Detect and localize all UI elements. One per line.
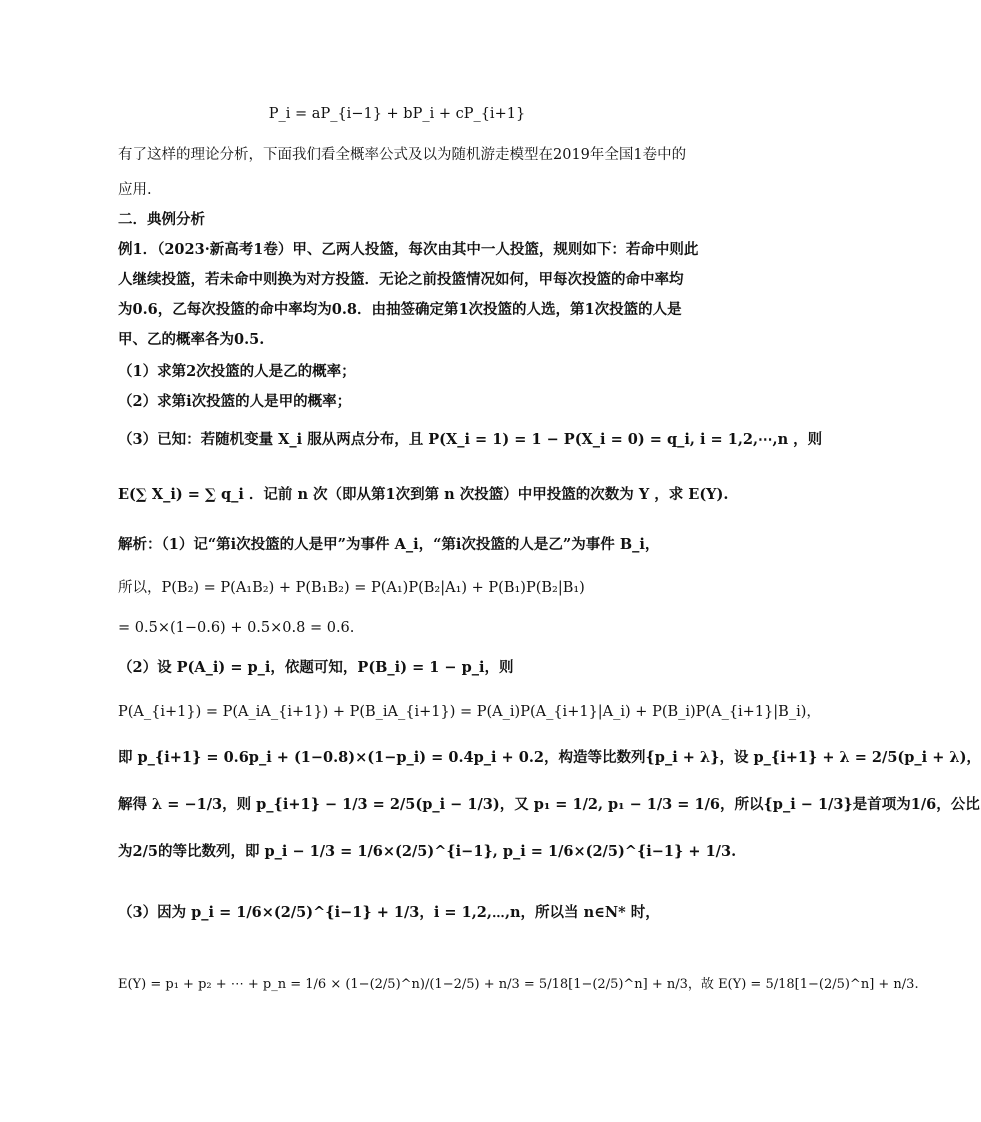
question-3-line-2: E(∑ X_i) = ∑ q_i ．记前 n 次（即从第1次到第 n 次投篮）中甲投篮的次数为 Y ，求 E(Y).: [118, 486, 729, 503]
intro-line-1: 有了这样的理论分析，下面我们看全概率公式及以为随机游走模型在2019年全国1卷中的: [118, 147, 687, 163]
question-3-line-1: （3）已知：若随机变量 X_i 服从两点分布，且 P(X_i = 1) = 1 − P(X_i = 0) = q_i, i = 1,2,⋯,n ，则: [118, 431, 823, 448]
question-1: （1）求第2次投篮的人是乙的概率；: [118, 363, 356, 380]
example-line-1: 例1．（2023·新高考1卷）甲、乙两人投篮，每次由其中一人投篮，规则如下：若命中则此: [118, 241, 699, 258]
intro-line-2: 应用.: [118, 182, 152, 198]
solution-2-line-4: 解得 λ = −1/3，则 p_{i+1} − 1/3 = 2/5(p_i − 1/3)，又 p₁ = 1/2, p₁ − 1/3 = 1/6，所以{p_i − 1/3}是首项为1/6，公比: [118, 796, 980, 813]
example-line-2: 人继续投篮，若未命中则换为对方投篮．无论之前投篮情况如何，甲每次投篮的命中率均: [118, 271, 684, 288]
section-title: 二．典例分析: [118, 211, 205, 228]
solution-3-line-2: E(Y) = p₁ + p₂ + ⋯ + p_n = 1/6 × (1−(2/5)^n)/(1−2/5) + n/3 = 5/18[1−(2/5)^n] + n/3，故 E(Y) = 5/18[1−(2/5)^n] + n/3.: [118, 977, 919, 992]
solution-2-line-2: P(A_{i+1}) = P(A_iA_{i+1}) + P(B_iA_{i+1}) = P(A_i)P(A_{i+1}|A_i) + P(B_i)P(A_{i+1}|B_i)，: [118, 704, 821, 720]
example-line-3: 为0.6，乙每次投篮的命中率均为0.8．由抽签确定第1次投篮的人选，第1次投篮的人是: [118, 301, 682, 318]
solution-2-line-5: 为2/5的等比数列，即 p_i − 1/3 = 1/6×(2/5)^{i−1}, p_i = 1/6×(2/5)^{i−1} + 1/3.: [118, 843, 737, 860]
solution-2-line-1: （2）设 P(A_i) = p_i，依题可知，P(B_i) = 1 − p_i，则: [118, 659, 514, 676]
solution-3-line-1: （3）因为 p_i = 1/6×(2/5)^{i−1} + 1/3，i = 1,2,⋯,n，所以当 n∈N* 时，: [118, 904, 660, 921]
header-formula: P_i = aP_{i−1} + bP_i + cP_{i+1}: [268, 106, 526, 122]
example-line-4: 甲、乙的概率各为0.5.: [118, 331, 265, 348]
solution-1-line-2: 所以，P(B₂) = P(A₁B₂) + P(B₁B₂) = P(A₁)P(B₂|A₁) + P(B₁)P(B₂|B₁): [118, 580, 585, 596]
solution-1-line-3: = 0.5×(1−0.6) + 0.5×0.8 = 0.6.: [118, 620, 355, 636]
solution-1-line-1: 解析：（1）记“第i次投篮的人是甲”为事件 A_i，“第i次投篮的人是乙”为事件 B_i，: [118, 536, 660, 553]
solution-2-line-3: 即 p_{i+1} = 0.6p_i + (1−0.8)×(1−p_i) = 0.4p_i + 0.2，构造等比数列{p_i + λ}，设 p_{i+1} + λ = 2/5(p_i + λ)，: [118, 749, 981, 766]
question-2: （2）求第i次投篮的人是甲的概率；: [118, 393, 352, 410]
